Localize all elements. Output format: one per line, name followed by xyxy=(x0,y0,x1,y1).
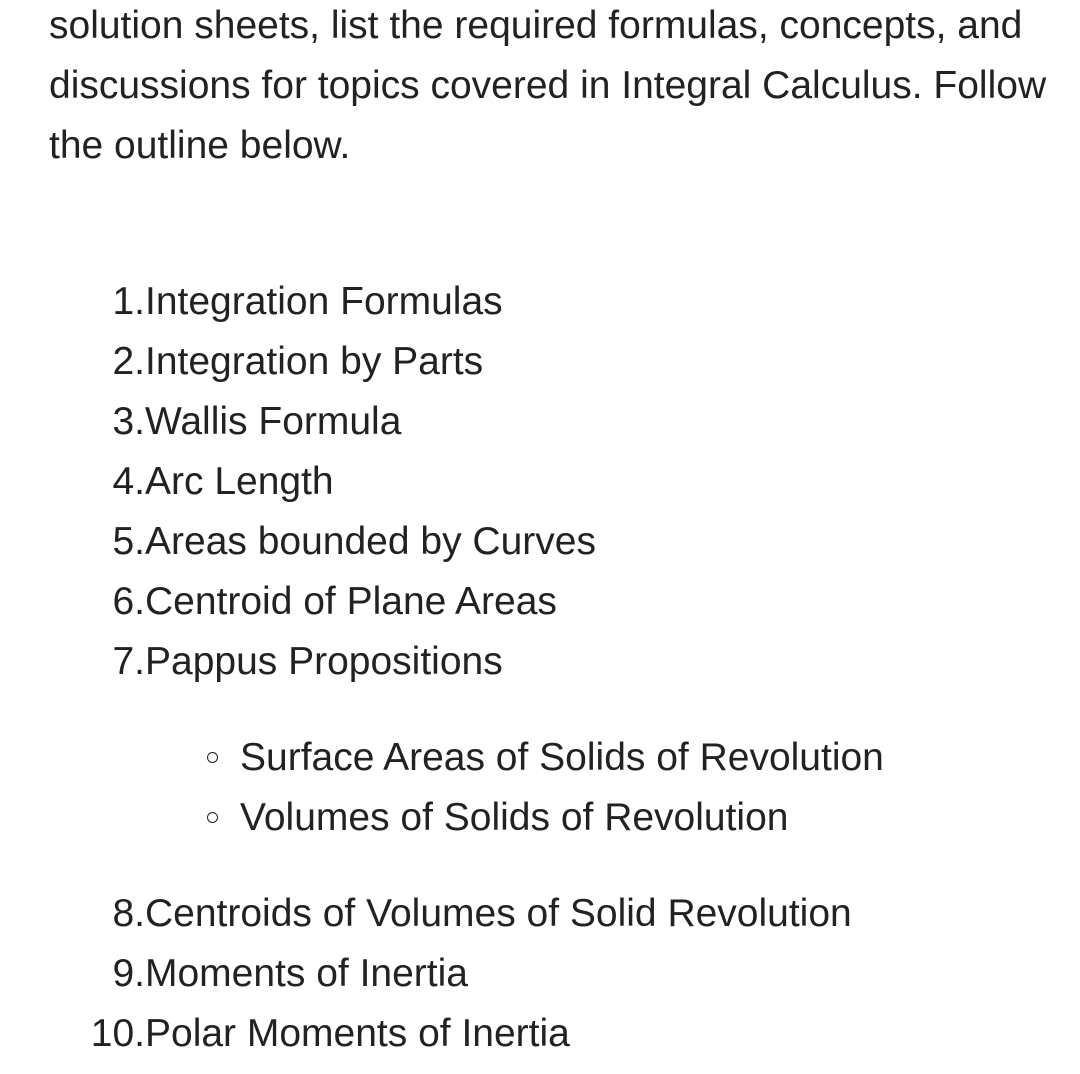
sub-item-text: Surface Areas of Solids of Revolution xyxy=(240,736,884,779)
item-number: 7. xyxy=(112,640,145,683)
item-number: 3. xyxy=(112,400,145,443)
item-text: Areas bounded by Curves xyxy=(145,520,596,563)
item-number: 6. xyxy=(112,580,145,623)
circle-bullet-icon xyxy=(207,812,218,823)
item-number: 2. xyxy=(112,340,145,383)
item-text: Integration by Parts xyxy=(145,340,484,383)
item-number: 5. xyxy=(112,520,145,563)
item-number: 10. xyxy=(90,1012,145,1055)
item-number: 1. xyxy=(112,280,145,323)
item-text: Integration Formulas xyxy=(145,280,503,323)
item-text: Moments of Inertia xyxy=(145,952,468,995)
sub-item-text: Volumes of Solids of Revolution xyxy=(240,796,789,839)
item-number: 9. xyxy=(112,952,145,995)
item-number: 8. xyxy=(112,892,145,935)
item-text: Pappus Propositions xyxy=(145,640,503,683)
circle-bullet-icon xyxy=(207,752,218,763)
intro-paragraph: solution sheets, list the required formulas, concepts, and discussions for topics covered in Integral Calculus. Follow the outline below. xyxy=(49,4,1047,167)
item-text: Arc Length xyxy=(145,460,334,503)
item-text: Centroids of Volumes of Solid Revolution xyxy=(145,892,852,935)
item-text: Wallis Formula xyxy=(145,400,402,443)
item-number: 4. xyxy=(112,460,145,503)
item-text: Polar Moments of Inertia xyxy=(145,1012,570,1055)
item-text: Centroid of Plane Areas xyxy=(145,580,557,623)
